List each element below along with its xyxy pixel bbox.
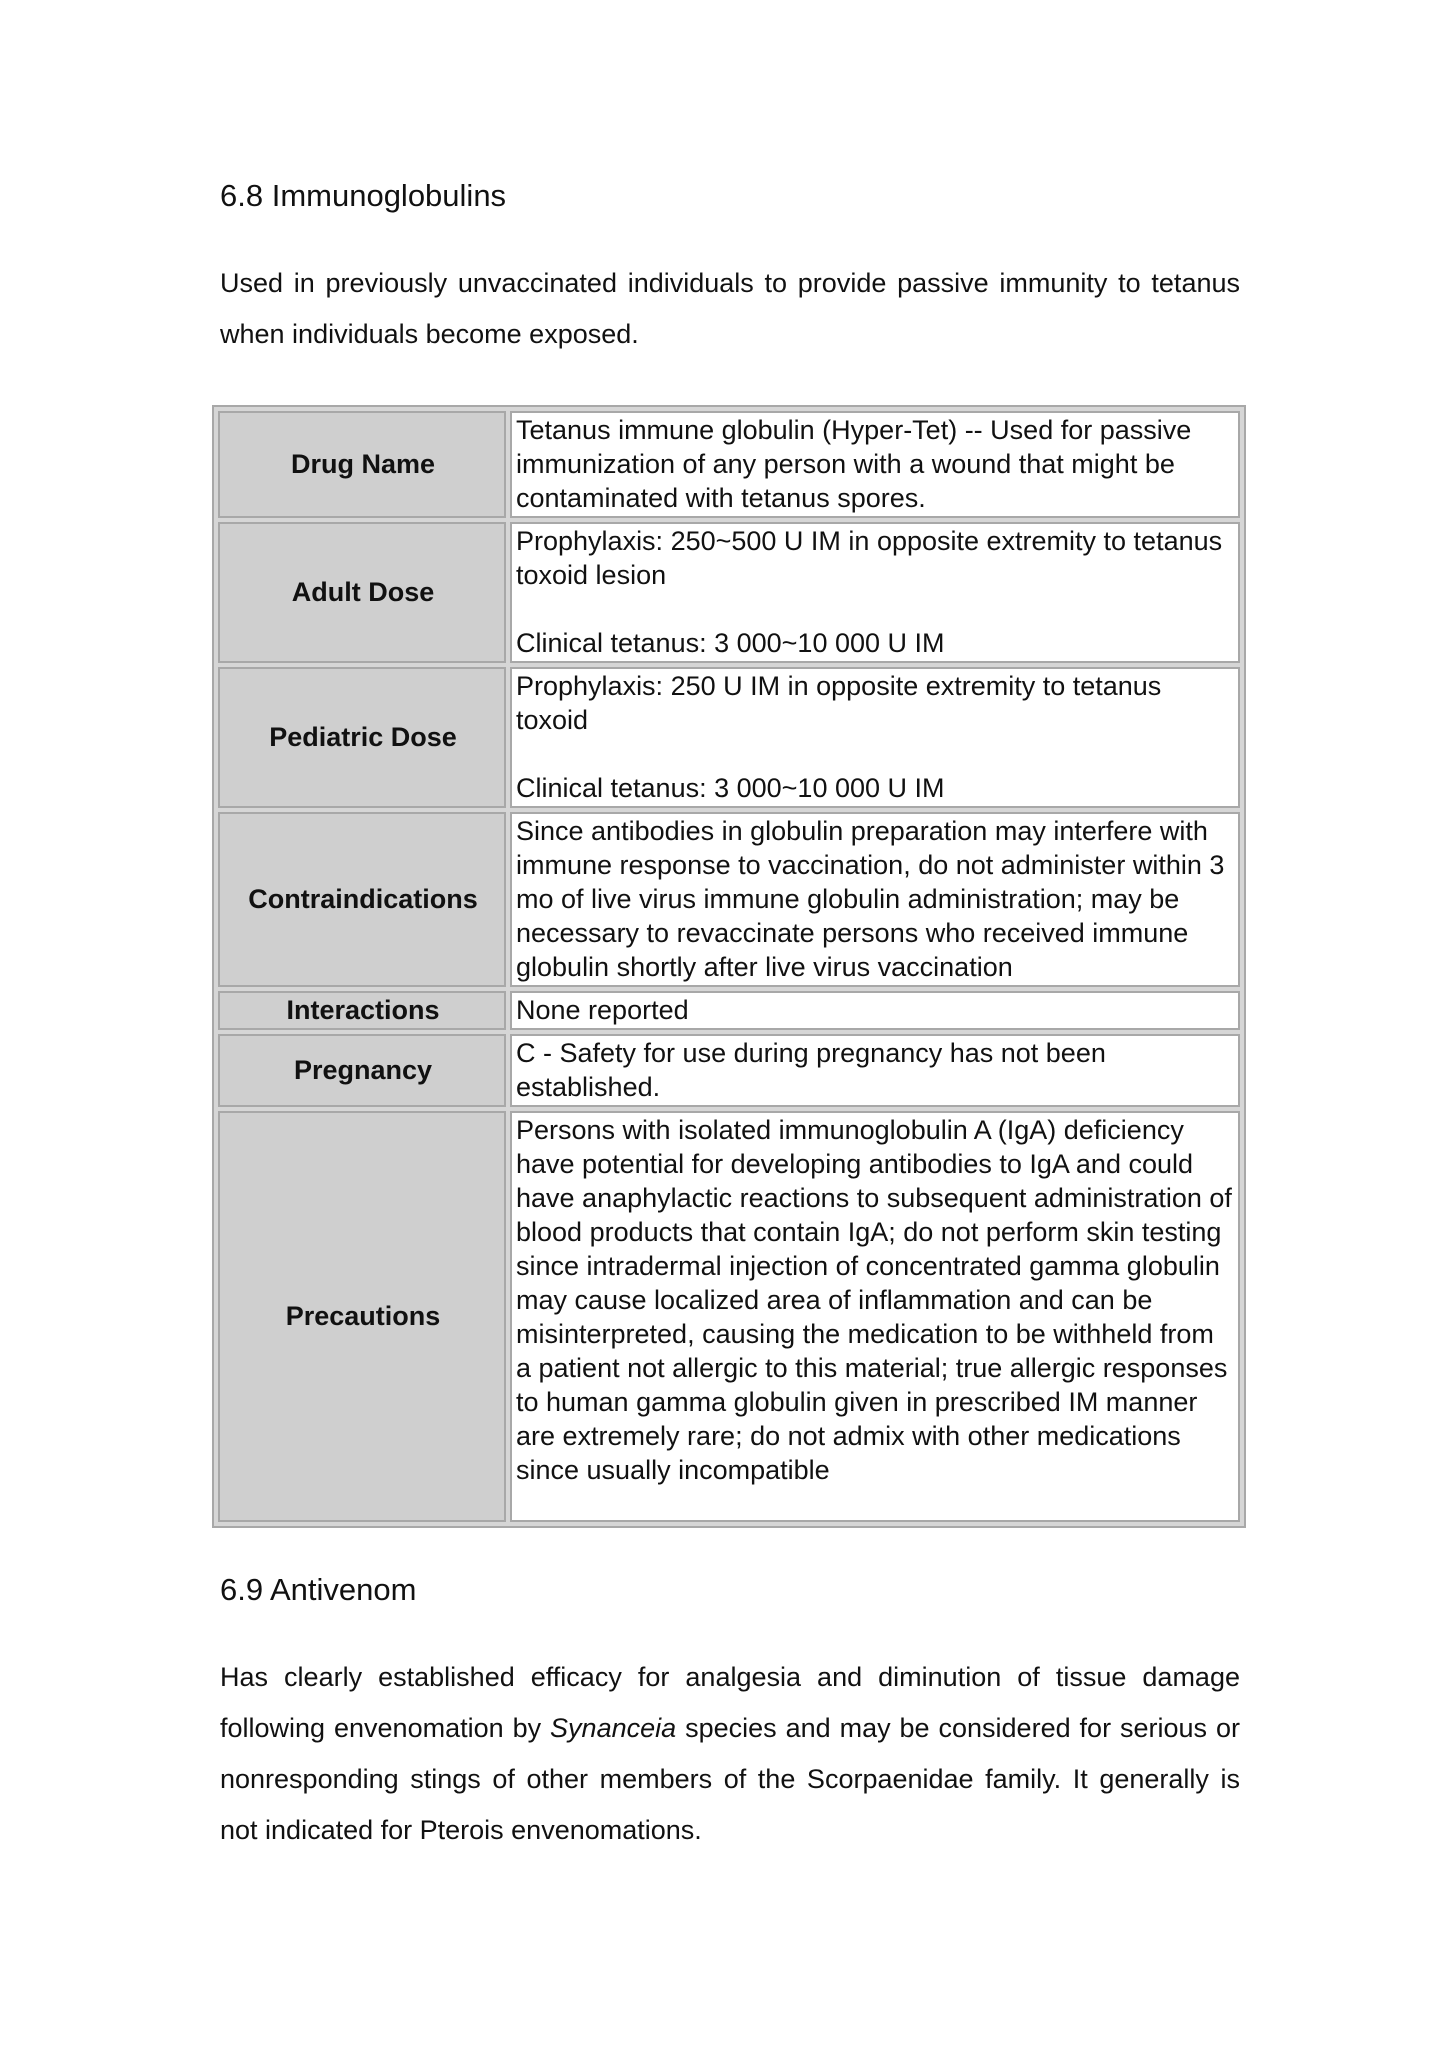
table-row-interactions	[218, 991, 1240, 1030]
table-row-adult-dose	[218, 522, 1240, 663]
antivenom-text-part2: species and may be considered for serious or nonresponding stings of other members of the Scorpaenidae family. It generally is not indicated for Pterois envenomations.	[220, 1713, 1240, 1845]
antivenom-text-part1: Has clearly established efficacy for analgesia and diminution of tissue damage following envenomation by	[220, 1662, 1240, 1743]
row-value: Prophylaxis: 250~500 U IM in opposite extremity to tetanus toxoid lesion Clinical tetanus: 3 000~10 000 U IM	[510, 522, 1240, 663]
row-label: Interactions	[218, 991, 506, 1030]
row-label: Pregnancy	[218, 1034, 506, 1107]
section-intro-paragraph: Used in previously unvaccinated individuals to provide passive immunity to tetanus when individuals become exposed.	[220, 268, 1240, 349]
row-value: C - Safety for use during pregnancy has not been established.	[510, 1034, 1240, 1107]
table-row-precautions	[218, 1111, 1240, 1522]
row-label: Precautions	[218, 1111, 506, 1522]
table-row-drug-name	[218, 411, 1240, 518]
antivenom-paragraph	[220, 1652, 1240, 1856]
row-value: Prophylaxis: 250 U IM in opposite extremity to tetanus toxoid Clinical tetanus: 3 000~10 000 U IM	[510, 667, 1240, 808]
row-label: Adult Dose	[218, 522, 506, 663]
row-value: Persons with isolated immunoglobulin A (IgA) deficiency have potential for developing antibodies to IgA and could have anaphylactic reactions to subsequent administration of blood products that contain IgA; do not perform skin testing since intradermal injection of concentrated gamma globulin may cause localized area of inflammation and can be misinterpreted, causing the medication to be withheld from a patient not allergic to this material; true allergic responses to human gamma globulin given in prescribed IM manner are extremely rare; do not admix with other medications since usually incompatible	[510, 1111, 1240, 1522]
row-label: Pediatric Dose	[218, 667, 506, 808]
section-heading-antivenom: 6.9 Antivenom	[220, 1572, 417, 1607]
table-row-pregnancy	[218, 1034, 1240, 1107]
row-value: None reported	[510, 991, 1240, 1030]
row-value: Since antibodies in globulin preparation may interfere with immune response to vaccination, do not administer within 3 mo of live virus immune globulin administration; may be necessary to revaccinate persons who received immune globulin shortly after live virus vaccination	[510, 812, 1240, 987]
drug-info-table	[212, 405, 1246, 1528]
row-label: Contraindications	[218, 812, 506, 987]
section-heading-immunoglobulins: 6.8 Immunoglobulins	[220, 178, 507, 213]
row-label: Drug Name	[218, 411, 506, 518]
table-row-contraindications	[218, 812, 1240, 987]
table-row-pediatric-dose	[218, 667, 1240, 808]
species-name: Synanceia	[550, 1713, 677, 1743]
row-value: Tetanus immune globulin (Hyper-Tet) -- Used for passive immunization of any person with a wound that might be contaminated with tetanus spores.	[510, 411, 1240, 518]
